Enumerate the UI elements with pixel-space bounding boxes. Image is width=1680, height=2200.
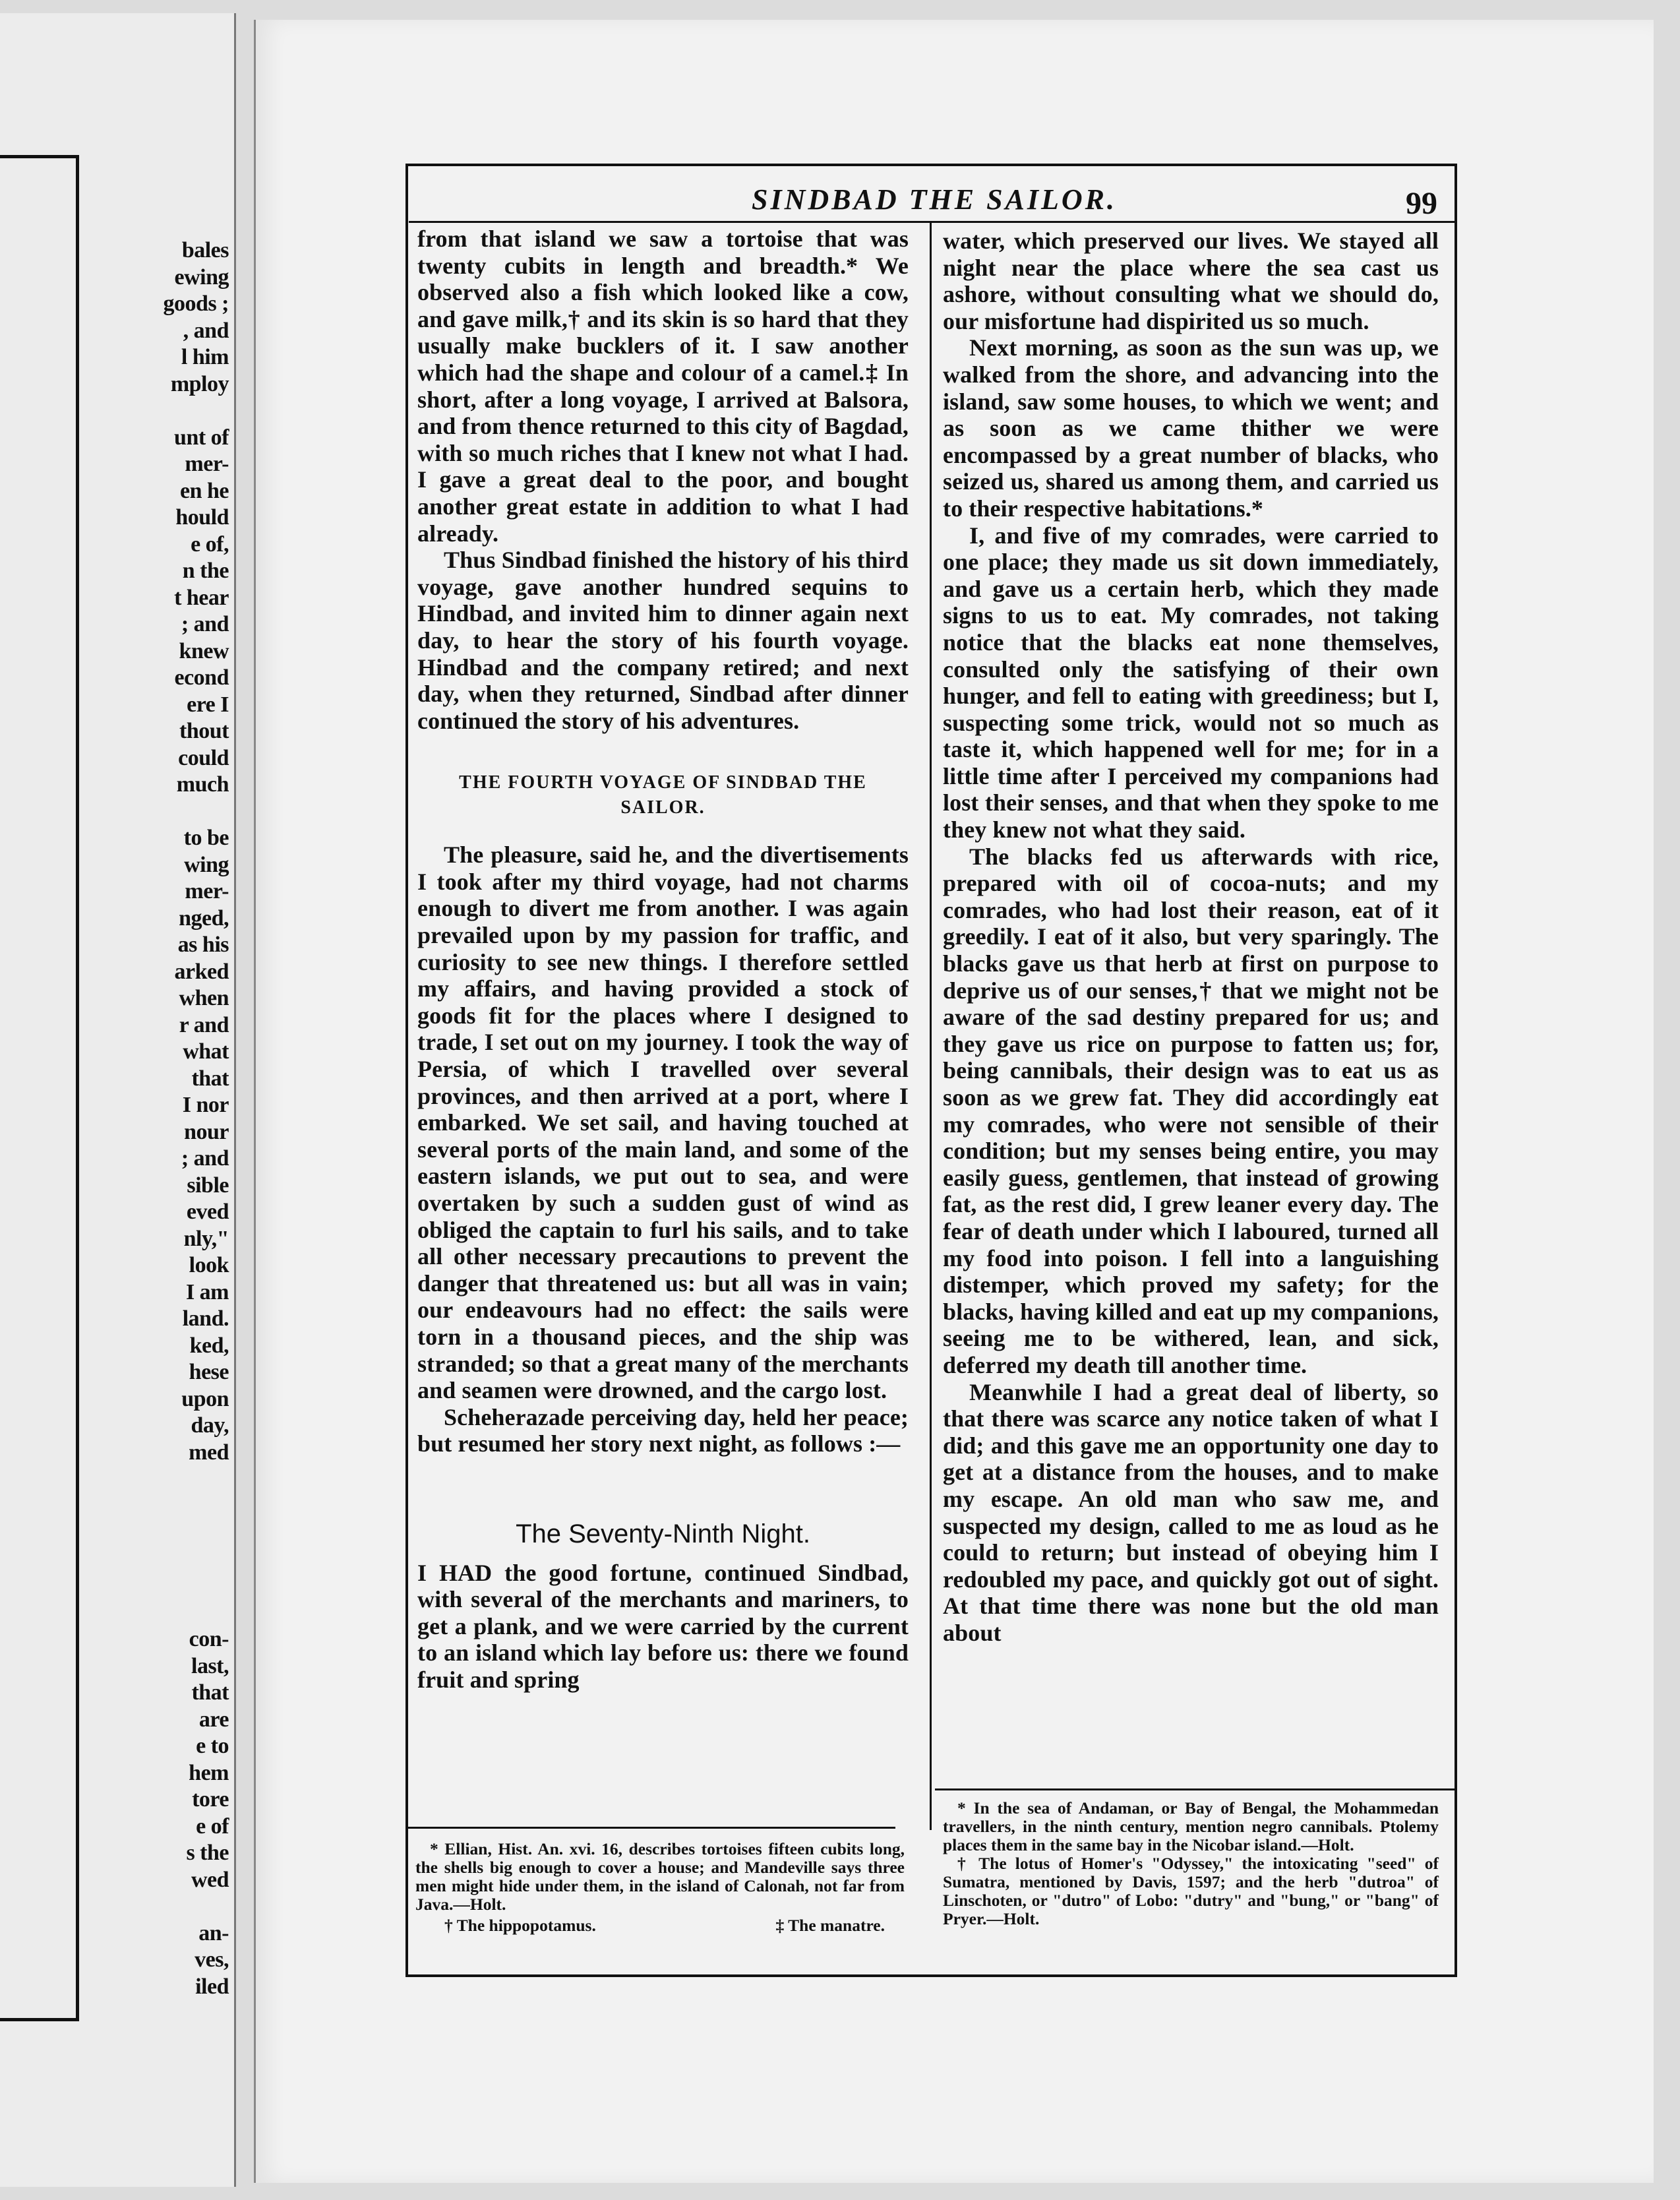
left-page-line-fragment: mer- bbox=[185, 879, 229, 903]
paragraph: Next morning, as soon as the sun was up, we walked from the shore, and advancing into the island, saw some houses, to which we went; and as soon as we came thither we were encompassed by a great number of blacks, who seized us, shared us among them, and carried us to their respective habitations.* bbox=[943, 334, 1439, 522]
page-number: 99 bbox=[1406, 186, 1437, 221]
paragraph: from that island we saw a tortoise that was twenty cubits in length and breadth.* We observed also a fish which looked like a cow, and gave milk,† and its skin is so hard that they usually make bucklers of it. I saw another which had the shape and colour of a camel.‡ In short, after a long voyage, I arrived at Balsora, and from thence returned to this city of Bagdad, with so much riches that I knew not what I had. I gave a great deal to the poor, and bought another great estate in addition to what I had already. bbox=[417, 226, 909, 547]
footnotes-right bbox=[943, 1799, 1439, 1928]
left-page-line-fragment bbox=[150, 1893, 229, 1920]
left-page-line-fragment: unt of bbox=[174, 425, 229, 450]
left-page-text-fragments bbox=[150, 237, 229, 2000]
left-page-line-fragment: wing bbox=[184, 852, 229, 877]
left-page-line-fragment: con- bbox=[189, 1627, 229, 1651]
left-page-line-fragment: sible bbox=[187, 1173, 229, 1198]
left-page-line-fragment: that bbox=[191, 1066, 229, 1091]
left-page-line-fragment: wed bbox=[191, 1867, 229, 1892]
left-page-line-fragment: e of, bbox=[191, 532, 229, 557]
paragraph-text: the good fortune, continued Sindbad, with several of the merchants and mariners, to get a plank, and we were carried by the current to an island which lay before us: there we found fruit and spring bbox=[417, 1559, 909, 1693]
footnote-rule-left bbox=[407, 1827, 895, 1829]
left-page-line-fragment: land. bbox=[182, 1306, 229, 1331]
left-page-frame bbox=[0, 155, 79, 2021]
left-page-line-fragment: nly," bbox=[183, 1226, 229, 1251]
left-page-line-fragment: day, bbox=[191, 1413, 229, 1438]
left-page-line-fragment bbox=[150, 1573, 229, 1600]
left-page-line-fragment: e of bbox=[196, 1814, 229, 1839]
left-page-line-fragment: goods ; bbox=[163, 291, 229, 316]
left-page-line-fragment: as his bbox=[177, 932, 229, 957]
left-page-line-fragment: could bbox=[178, 745, 229, 770]
left-page-line-fragment: e to bbox=[196, 1734, 229, 1758]
left-page-line-fragment bbox=[150, 1493, 229, 1520]
left-page-line-fragment: med bbox=[189, 1440, 229, 1465]
night-heading: The Seventy-Ninth Night. bbox=[516, 1519, 810, 1548]
left-page-line-fragment: upon bbox=[181, 1386, 229, 1411]
paragraph: water, which preserved our lives. We stayed all night near the place where the sea cast us ashore, without consulting what we should do, our misfortune had dispirited us so much. bbox=[943, 228, 1439, 334]
left-page-line-fragment: I am bbox=[185, 1279, 229, 1304]
lead-words: I HAD bbox=[417, 1559, 493, 1586]
right-column bbox=[943, 228, 1439, 1646]
left-page-line-fragment: that bbox=[191, 1680, 229, 1705]
left-page-line-fragment: s the bbox=[186, 1841, 229, 1865]
left-page-line-fragment bbox=[150, 398, 229, 425]
left-page-line-fragment: bales bbox=[181, 238, 229, 262]
left-page-line-fragment: , and bbox=[183, 318, 229, 343]
left-page-line-fragment: mer- bbox=[185, 452, 229, 476]
footnotes-left bbox=[415, 1840, 905, 1935]
left-page-line-fragment: nged, bbox=[179, 905, 229, 931]
paragraph: The blacks fed us afterwards with rice, prepared with oil of cocoa-nuts; and my comrades, who had lost their reason, eat of it greedily. I eat of it also, but very sparingly. The blacks gave us that herb at first on purpose to deprive us of our senses,† that we might not be aware of the sad destiny prepared for us; and they gave us rice on purpose to fatten us; for, being cannibals, their design was to eat us as soon as we grew fat. They did accordingly eat my comrades, who were not sensible of their condition; but my senses being entire, you may easily guess, gentlemen, that instead of growing fat, as the rest did, I grew leaner every day. The fear of death under which I laboured, turned all my food into poison. I fell into a languishing distemper, which proved my safety; for the blacks, having killed and eat up my companions, seeing me to be withered, lean, and sick, deferred my death till another time. bbox=[943, 843, 1439, 1378]
left-page-line-fragment: en he bbox=[180, 478, 229, 503]
running-title: SINDBAD THE SAILOR. bbox=[752, 183, 1118, 216]
left-page-line-fragment: look bbox=[189, 1253, 229, 1277]
left-page-line-fragment: ked, bbox=[189, 1333, 229, 1358]
running-head bbox=[409, 181, 1457, 223]
left-page-line-fragment: r and bbox=[179, 1012, 229, 1037]
left-column bbox=[417, 226, 909, 1694]
left-page-line-fragment: n the bbox=[182, 559, 229, 583]
paragraph: Scheherazade perceiving day, held her peace; but resumed her story next night, as follows :— bbox=[417, 1403, 909, 1457]
left-page-line-fragment: when bbox=[179, 986, 229, 1010]
left-page-line-fragment: an- bbox=[198, 1920, 229, 1945]
footnote-rule-right bbox=[935, 1788, 1457, 1790]
left-page-line-fragment: much bbox=[176, 772, 229, 797]
left-page-line-fragment: are bbox=[198, 1707, 229, 1732]
paragraph: The pleasure, said he, and the divertisements I took after my third voyage, had not charms enough to divert me from another. I was again prevailed upon by my passion for traffic, and curiosity to see new things. I therefore settled my affairs, and having provided a stock of goods fit for the places where I designed to trade, I set out on my journey. I took the way of Persia, of which I travelled over several provinces, and then arrived at a port, where I embarked. We set sail, and having touched at several ports of the main land, and some of the eastern islands, we put out to sea, and were overtaken by such a sudden gust of wind as obliged the captain to furl his sails, and to take all other necessary precautions to prevent the danger that threatened us: but all was in vain; our endeavours had no effect: the sails were torn in a thousand pieces, and the ship was stranded; so that a great many of the merchants and seamen were drowned, and the cargo lost. bbox=[417, 841, 909, 1404]
paragraph: Meanwhile I had a great deal of liberty, so that there was scarce any notice taken of what I did; and this gave me an opportunity one day to get at a distance from the houses, and to make my escape. An old man who saw me, and suspected my design, called to me as loud as he could to return; but instead of obeying him I redoubled my pace, and quickly got out of sight. At that time there was none but the old man about bbox=[943, 1378, 1439, 1646]
footnote: † The lotus of Homer's "Odyssey," the intoxicating "seed" of Sumatra, mentioned by Davis, 1597; and the herb "dutroa" of Linschoten, or "dutro" of Lobo: "dutry" and "bung," or "bang" of Pryer.—Holt. bbox=[943, 1854, 1439, 1928]
left-page-line-fragment: nour bbox=[184, 1119, 229, 1144]
left-page-fragment bbox=[0, 13, 236, 2187]
left-page-line-fragment: what bbox=[183, 1039, 229, 1064]
footnote-row bbox=[415, 1916, 905, 1935]
left-page-line-fragment: econd bbox=[174, 665, 229, 690]
left-page-line-fragment: eved bbox=[186, 1200, 229, 1224]
left-page-line-fragment bbox=[150, 1466, 229, 1493]
footnote: * Ellian, Hist. An. xvi. 16, describes tortoises fifteen cubits long, the shells big enough to cover a house; and Mandeville says three men might hide under them, in the island of Calonah, not far from Java.—Holt. bbox=[415, 1839, 905, 1914]
left-page-line-fragment: hould bbox=[175, 505, 229, 530]
paragraph: I, and five of my comrades, were carried to one place; they made us sit down immediately, and gave us a certain herb, which they made signs to us to eat. My comrades, not taking notice that the blacks eat none themselves, consulted only the satisfying of their own hunger, and fell to eating with greediness; but I, suspecting some trick, would not so much as taste it, which happened well for me; for in a little time after I perceived my companions had lost their senses, and that when they spoke to me they knew not what they said. bbox=[943, 522, 1439, 843]
left-page-line-fragment: arked bbox=[174, 959, 229, 984]
left-page-line-fragment bbox=[150, 1519, 229, 1546]
left-page-line-fragment: mploy bbox=[170, 371, 229, 396]
footnote: † The hippopotamus. bbox=[444, 1916, 596, 1935]
left-page-line-fragment: ves, bbox=[195, 1947, 229, 1972]
left-page-line-fragment: ere I bbox=[187, 692, 229, 717]
left-page-line-fragment: t hear bbox=[174, 585, 229, 610]
left-page-line-fragment bbox=[150, 1600, 229, 1627]
left-page-line-fragment: to be bbox=[183, 826, 229, 850]
paragraph bbox=[417, 1560, 909, 1694]
footnote: * In the sea of Andaman, or Bay of Bengal, the Mohammedan travellers, in the ninth century, mention negro cannibals. Ptolemy places them in the same bay in the Nicobar island.—Holt. bbox=[943, 1798, 1439, 1854]
left-page-line-fragment: knew bbox=[179, 638, 229, 663]
left-page-line-fragment: hem bbox=[189, 1760, 229, 1785]
left-page-line-fragment bbox=[150, 799, 229, 826]
left-page-line-fragment: ; and bbox=[181, 1146, 229, 1171]
left-page-line-fragment bbox=[150, 1546, 229, 1574]
left-page-line-fragment: ewing bbox=[174, 264, 229, 290]
paragraph: Thus Sindbad finished the history of his third voyage, gave another hundred sequins to Hindbad, and invited him to dinner again next day, to hear the story of his fourth voyage. Hindbad and the company retired; and next day, when they returned, Sindbad after dinner continued the story of his adventures. bbox=[417, 547, 909, 734]
section-heading: THE FOURTH VOYAGE OF SINDBAD THE SAILOR. bbox=[459, 772, 867, 818]
left-page-line-fragment: ; and bbox=[181, 612, 229, 636]
left-page-line-fragment: iled bbox=[195, 1974, 229, 1999]
left-page-line-fragment: hese bbox=[189, 1360, 229, 1384]
left-page-line-fragment: last, bbox=[191, 1653, 229, 1678]
left-page-line-fragment: tore bbox=[192, 1787, 229, 1812]
footnote: ‡ The manatre. bbox=[775, 1916, 885, 1935]
column-divider bbox=[930, 221, 932, 1830]
left-page-line-fragment: I nor bbox=[182, 1093, 229, 1117]
left-page-line-fragment: thout bbox=[179, 719, 229, 743]
left-page-line-fragment: l him bbox=[181, 345, 229, 369]
